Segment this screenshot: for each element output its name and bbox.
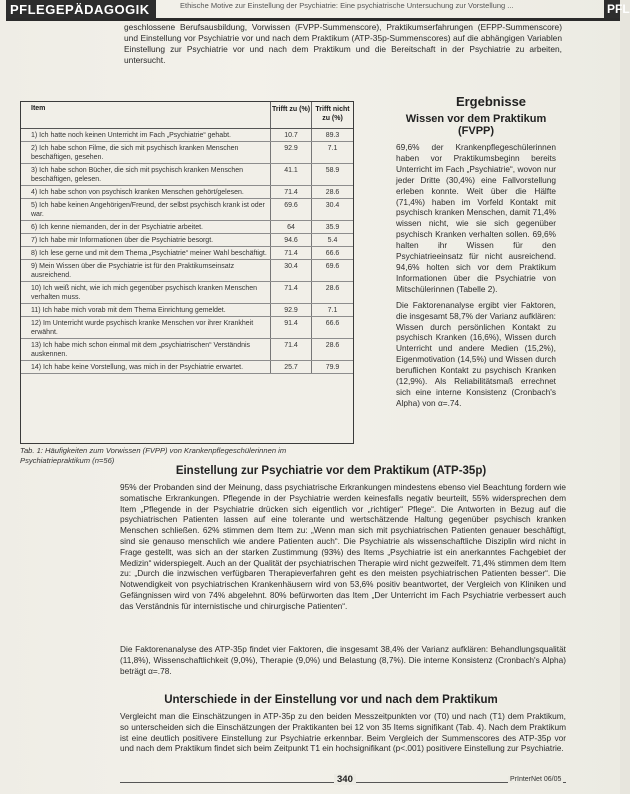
row-agree-value: 71.4 — [271, 247, 312, 259]
row-agree-value: 64 — [271, 221, 312, 233]
row-item-text: 13) Ich habe mich schon einmal mit dem „psychiatrischen“ Verständnis auskennen. — [21, 339, 271, 360]
journal-brand-right: PFL — [604, 0, 620, 18]
differences-paragraph: Vergleicht man die Einschätzungen in ATP-35p zu den beiden Messzeitpunkten vor (T0) und nach (T1) dem Praktikum, so unterscheiden sich die Einschätzungen der Praktikanten bei 12 von 35 Items signifikant (Tab. 4). Nach dem Praktikum ist eine deutlich positivere Einstellung zur Psychiatrie erkennbar. Beim Vergleich der Summenscores des ATP-35p vor und nach dem Praktikum findet sich beim Zeitpunkt T1 ein hochsignifikant (p<.001) positivere Einstellung zur Psychiatrie. — [120, 711, 566, 754]
row-item-text: 5) Ich habe keinen Angehörigen/Freund, der selbst psychisch krank ist oder war. — [21, 199, 271, 220]
table-body — [21, 129, 353, 374]
page-number: 340 — [334, 774, 356, 785]
row-item-text: 9) Mein Wissen über die Psychiatrie ist für den Praktikumseinsatz ausreichend. — [21, 260, 271, 281]
row-disagree-value: 79.9 — [325, 364, 340, 371]
knowledge-subheading: Wissen vor dem Praktikum (FVPP) — [405, 113, 547, 137]
table-row — [21, 129, 353, 142]
table-row — [21, 199, 353, 221]
row-agree-value: 71.4 — [271, 339, 312, 360]
table-row — [21, 186, 353, 199]
header-agree: Trifft zu (%) — [271, 102, 312, 128]
row-item-text: 8) Ich lese gerne und mit dem Thema „Psychiatrie“ meiner Wahl beschäftigt. — [21, 247, 271, 259]
row-disagree-value: 66.6 — [325, 320, 340, 327]
table-row — [21, 361, 353, 374]
row-item-text: 10) Ich weiß nicht, wie ich mich gegenüber psychisch kranken Menschen verhalten muss. — [21, 282, 271, 303]
row-agree-value: 94.6 — [271, 234, 312, 246]
row-disagree-value: 30.4 — [325, 202, 340, 209]
row-item-text: 12) Im Unterricht wurde psychisch kranke Menschen vor ihrer Krankheit erwähnt. — [21, 317, 271, 338]
row-item-text: 6) Ich kenne niemanden, der in der Psychiatrie arbeitet. — [21, 221, 271, 233]
table-row — [21, 282, 353, 304]
row-item-text: 11) Ich habe mich vorab mit dem Thema Einrichtung gemeldet. — [21, 304, 271, 316]
row-agree-value: 91.4 — [271, 317, 312, 338]
table-caption: Tab. 1: Häufigkeiten zum Vorwissen (FVPP) von Krankenpflegeschülerinnen im Psychiatriepraktikum (n=56) — [20, 446, 287, 465]
row-disagree-value: 28.6 — [325, 342, 340, 349]
results-paragraph-2: Die Faktorenanalyse ergibt vier Faktoren, die insgesamt 58,7% der Varianz aufklären: Wissen durch persönlichen Kontakt zu psychisch Kranken (16,6%), Wissen durch Unterricht und andere Medien (15,2%), Eigenmotivation (14,5%) und Wissen durch beruflichen Kontakt zu psychisch Kranken (12,9%). Als Reliabilitätsmaß errechnet sich eine interne Konsistenz (Cronbach's Alpha) von α=.74. — [396, 299, 556, 408]
table-row — [21, 304, 353, 317]
row-item-text: 4) Ich habe schon von psychisch kranken Menschen gehört/gelesen. — [21, 186, 271, 198]
row-item-text: 3) Ich habe schon Bücher, die sich mit psychisch kranken Menschen beschäftigen, gelesen. — [21, 164, 271, 185]
row-disagree-value: 28.6 — [325, 285, 340, 292]
row-agree-value: 41.1 — [271, 164, 312, 185]
attitude-before-paragraph-2: Die Faktorenanalyse des ATP-35p findet vier Faktoren, die insgesamt 38,4% der Varianz aufklären: Behandlungsqualität (11,8%), Wissenschaftlichkeit (9,0%), Therapie (9,0%) und Belastung (8,7%). Die interne Konsistenz (Cronbach's Alpha) beträgt α=.78. — [120, 644, 566, 676]
results-heading: Ergebnisse — [455, 94, 527, 109]
row-item-text: 7) Ich habe mir Informationen über die Psychiatrie besorgt. — [21, 234, 271, 246]
row-disagree-value: 58.9 — [325, 167, 340, 174]
table-row — [21, 234, 353, 247]
table-row — [21, 260, 353, 282]
attitude-before-heading: Einstellung zur Psychiatrie vor dem Praktikum (ATP-35p) — [175, 465, 487, 477]
row-disagree-value: 89.3 — [325, 132, 340, 139]
table-row — [21, 142, 353, 164]
table-row — [21, 339, 353, 361]
row-item-text: 1) Ich hatte noch keinen Unterricht im Fach „Psychiatrie“ gehabt. — [21, 129, 271, 141]
row-agree-value: 30.4 — [271, 260, 312, 281]
results-column — [396, 94, 556, 409]
intro-paragraph: geschlossene Berufsausbildung, Vorwissen (FVPP-Summenscore), Praktikumserfahrungen (EFPP-Summenscore) und Einstellung vor Psychiatrie vor und nach dem Praktikum (ATP-35p-Summenscores) auf die abhängigen Variablen Einstellung zur Psychiatrie vor und nach dem Praktikum und die Bereitschaft in der Psychiatrie zu arbeiten, untersucht. — [124, 22, 562, 65]
table-row — [21, 164, 353, 186]
differences-heading: Unterschiede in der Einstellung vor und nach dem Praktikum — [164, 694, 498, 706]
row-agree-value: 69.6 — [271, 199, 312, 220]
row-agree-value: 10.7 — [271, 129, 312, 141]
row-item-text: 2) Ich habe schon Filme, die sich mit psychisch kranken Menschen beschäftigen, gesehen. — [21, 142, 271, 163]
row-disagree-value: 66.6 — [325, 250, 340, 257]
row-item-text: 14) Ich habe keine Vorstellung, was mich in der Psychiatrie erwartet. — [21, 361, 271, 373]
row-disagree-value: 35.9 — [325, 224, 340, 231]
row-agree-value: 92.9 — [271, 304, 312, 316]
table-row — [21, 317, 353, 339]
row-disagree-value: 69.6 — [325, 263, 340, 270]
knowledge-table — [20, 101, 354, 444]
table-row — [21, 221, 353, 234]
row-disagree-value: 7.1 — [327, 145, 338, 152]
journal-issue: PrInterNet 06/05 — [510, 776, 562, 783]
row-disagree-value: 5.4 — [327, 237, 338, 244]
table-row — [21, 247, 353, 260]
header-rule — [6, 18, 620, 21]
header-disagree: Trifft nicht zu (%) — [315, 106, 350, 122]
header-item: Item — [21, 102, 271, 128]
row-disagree-value: 7.1 — [327, 307, 338, 314]
running-title: Ethische Motive zur Einstellung der Psychiatrie: Eine psychiatrische Untersuchung zur Vorstellung ... — [180, 1, 514, 10]
row-agree-value: 71.4 — [271, 282, 312, 303]
journal-brand: PFLEGEPÄDAGOGIK — [6, 0, 156, 18]
row-agree-value: 25.7 — [271, 361, 312, 373]
row-agree-value: 71.4 — [271, 186, 312, 198]
table-header — [21, 102, 353, 129]
row-agree-value: 92.9 — [271, 142, 312, 163]
results-paragraph-1: 69,6% der Krankenpflegeschülerinnen haben vor Praktikumsbeginn bereits Unterricht im Fach „Psychiatrie“, wovon nur jeder Dritte (30,4%) eine Fallvorstellung erleben konnte. Weit über die Hälfte (71,4%) haben im Vorfeld Kontakt mit psychisch kranken Menschen, damit 71,4% wissen nicht, wie sie sich gegenüber psychisch Kranken verhalten sollen. 69,6% halten ihr Wissen für den Psychiatrieeinsatz für nicht ausreichend. 94,6% holten sich vor dem Praktikum Informationen über die Psychiatrie von Mitschülerinnen (Tabelle 2). — [396, 142, 556, 294]
row-disagree-value: 28.6 — [325, 189, 340, 196]
attitude-before-paragraph-1: 95% der Probanden sind der Meinung, dass psychiatrische Erkrankungen mindestens ebenso viel Beachtung fordern wie somatische Erkrankungen. Pflegende in der Psychiatrie werden keinesfalls negativ beurteilt, 55% widersprechen dem Item „Pflegende in der Psychiatrie drücken sich eigentlich vor „richtiger“ Pflege“. Die Antworten in Bezug auf die psychiatrischen Patienten lassen auf eine tolerante und wertschätzende Haltung gegenüber psychisch kranken Menschen schließen. 62% stimmen dem Item zu: „Wenn man sich mit psychiatrischen Patienten genauer beschäftigt, sind sie genauso menschlich wie andere Patienten auch“. Die Psychiatrie als wissenschaftliche Disziplin wird nicht in Frage gestellt, was sich an der starken Zustimmung (93%) des Items „Psychiatrie ist ein anerkanntes Fachgebiet der Medizin“ widerspiegelt. Auch an der Qualität der psychiatrischen Therapie wird nicht gezweifelt. 71,4% stimmen dem Item zu: „Durch die inzwischen verfügbaren Therapieverfahren geht es den meisten psychiatrischen Patienten besser“. Die Notwendigkeit von psychiatrischen Krankenhäusern wird von 53,6% positiv beantwortet, der Vergleich von Kliniken und Gefängnissen wird von 74% abgelehnt. 80% befürworten das Item „Der Unterricht im Fach Psychiatrie verbessert auch das Verständnis für internistische und chirurgische Patienten“. — [120, 482, 566, 611]
